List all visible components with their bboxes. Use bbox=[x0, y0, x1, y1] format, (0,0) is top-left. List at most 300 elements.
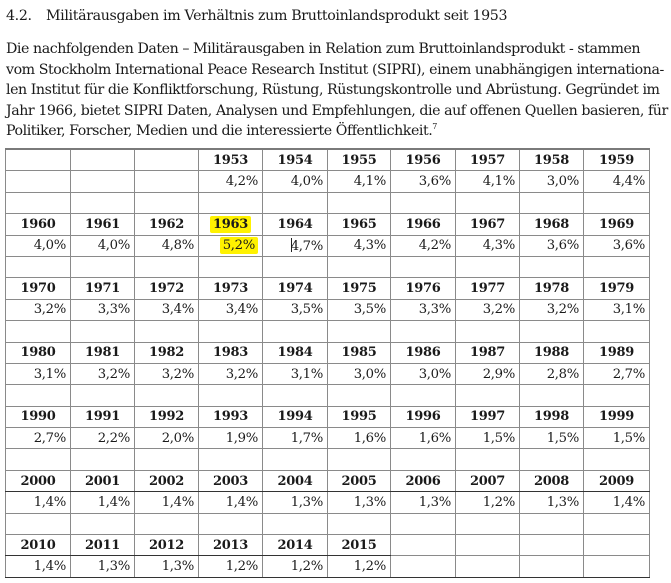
year-label: 1971 bbox=[85, 281, 120, 297]
value-cell[interactable] bbox=[584, 171, 650, 192]
empty-cell[interactable] bbox=[328, 513, 391, 534]
year-cell[interactable] bbox=[6, 278, 71, 299]
empty-cell[interactable] bbox=[6, 256, 71, 277]
empty-cell[interactable] bbox=[71, 256, 135, 277]
year-cell[interactable] bbox=[6, 214, 71, 235]
empty-cell[interactable] bbox=[520, 256, 584, 277]
value-cell[interactable] bbox=[71, 363, 135, 384]
value-cell[interactable] bbox=[135, 235, 199, 256]
empty-cell[interactable] bbox=[391, 192, 456, 213]
empty-cell[interactable] bbox=[71, 321, 135, 342]
footnote-marker[interactable]: 7 bbox=[432, 122, 437, 131]
paragraph-line-last bbox=[6, 121, 668, 142]
year-cell[interactable] bbox=[391, 470, 456, 491]
value-cell[interactable] bbox=[199, 171, 263, 192]
year-label: 1979 bbox=[599, 281, 634, 297]
year-cell[interactable] bbox=[263, 214, 328, 235]
value-cell[interactable] bbox=[199, 492, 263, 513]
year-label: 1999 bbox=[599, 409, 634, 425]
year-cell[interactable] bbox=[520, 149, 584, 171]
year-label: 1991 bbox=[85, 409, 120, 425]
year-row bbox=[6, 214, 650, 235]
value-cell[interactable] bbox=[520, 363, 584, 384]
year-cell[interactable] bbox=[456, 278, 520, 299]
value-cell[interactable] bbox=[584, 363, 650, 384]
empty-cell[interactable] bbox=[391, 449, 456, 470]
empty-cell[interactable] bbox=[263, 449, 328, 470]
year-cell[interactable] bbox=[263, 149, 328, 171]
year-label: 1997 bbox=[470, 409, 505, 425]
year-cell[interactable] bbox=[135, 149, 199, 171]
percent-value: 4,0% bbox=[97, 238, 130, 254]
year-label: 1975 bbox=[341, 281, 377, 297]
year-label: 2006 bbox=[405, 473, 441, 489]
value-cell[interactable] bbox=[391, 363, 456, 384]
year-cell[interactable] bbox=[71, 342, 135, 363]
year-cell[interactable] bbox=[263, 342, 328, 363]
value-cell[interactable] bbox=[199, 235, 263, 256]
percent-value: 1,4% bbox=[612, 494, 645, 510]
year-row bbox=[6, 278, 650, 299]
intro-paragraph bbox=[6, 39, 668, 142]
empty-cell[interactable] bbox=[6, 192, 71, 213]
year-label: 2011 bbox=[85, 537, 120, 553]
value-cell[interactable] bbox=[328, 492, 391, 513]
percent-value: 3,2% bbox=[161, 366, 194, 382]
year-label: 1986 bbox=[405, 345, 441, 361]
year-label: 1974 bbox=[277, 281, 313, 297]
value-cell[interactable] bbox=[328, 299, 391, 320]
empty-cell[interactable] bbox=[199, 449, 263, 470]
empty-cell[interactable] bbox=[456, 385, 520, 406]
year-cell[interactable] bbox=[6, 149, 71, 171]
empty-cell[interactable] bbox=[135, 192, 199, 213]
year-label: 1983 bbox=[213, 345, 248, 361]
year-label: 2012 bbox=[149, 537, 184, 553]
year-cell[interactable] bbox=[135, 535, 199, 556]
year-cell[interactable] bbox=[135, 278, 199, 299]
value-cell[interactable] bbox=[135, 492, 199, 513]
value-row bbox=[6, 171, 650, 192]
value-cell[interactable] bbox=[456, 171, 520, 192]
section-title: Militärausgaben im Verhältnis zum Bruttoinlandsprodukt seit 1953 bbox=[46, 8, 508, 24]
year-cell[interactable] bbox=[71, 406, 135, 427]
year-label: 1980 bbox=[20, 345, 56, 361]
military-spending-table bbox=[5, 148, 650, 578]
value-cell[interactable] bbox=[263, 235, 328, 256]
empty-cell[interactable] bbox=[199, 192, 263, 213]
year-cell[interactable] bbox=[328, 342, 391, 363]
empty-cell[interactable] bbox=[584, 385, 650, 406]
value-cell[interactable] bbox=[391, 556, 456, 577]
year-label: 1978 bbox=[534, 281, 569, 297]
value-cell[interactable] bbox=[391, 492, 456, 513]
year-cell[interactable] bbox=[199, 535, 263, 556]
percent-value: 3,1% bbox=[33, 366, 66, 382]
empty-cell[interactable] bbox=[520, 513, 584, 534]
empty-cell[interactable] bbox=[6, 513, 71, 534]
year-cell[interactable] bbox=[263, 278, 328, 299]
value-cell[interactable] bbox=[391, 235, 456, 256]
value-cell[interactable] bbox=[520, 299, 584, 320]
year-cell[interactable] bbox=[135, 214, 199, 235]
empty-cell[interactable] bbox=[199, 385, 263, 406]
value-cell[interactable] bbox=[199, 363, 263, 384]
value-cell[interactable] bbox=[456, 299, 520, 320]
spacer-row bbox=[6, 513, 650, 534]
year-cell[interactable] bbox=[6, 470, 71, 491]
paragraph-line: Politiker, Forscher, Medien und die interessierte Öffentlichkeit. bbox=[6, 123, 433, 139]
value-cell[interactable] bbox=[520, 556, 584, 577]
year-label: 1976 bbox=[405, 281, 441, 297]
value-cell[interactable] bbox=[199, 299, 263, 320]
year-label: 2001 bbox=[85, 473, 120, 489]
value-cell[interactable] bbox=[391, 299, 456, 320]
year-cell[interactable] bbox=[456, 214, 520, 235]
paragraph-line: Die nachfolgenden Daten – Militärausgaben in Relation zum Bruttoinlandsprodukt - stammen bbox=[6, 41, 641, 57]
value-cell[interactable] bbox=[328, 428, 391, 449]
value-cell[interactable] bbox=[584, 556, 650, 577]
highlighted-percent-value: 5,2% bbox=[220, 237, 258, 254]
year-cell[interactable] bbox=[584, 470, 650, 491]
year-label: 1988 bbox=[534, 345, 569, 361]
empty-cell[interactable] bbox=[584, 192, 650, 213]
value-cell[interactable] bbox=[328, 171, 391, 192]
year-label: 1996 bbox=[405, 409, 441, 425]
year-cell[interactable] bbox=[391, 342, 456, 363]
empty-cell[interactable] bbox=[135, 256, 199, 277]
empty-cell[interactable] bbox=[263, 256, 328, 277]
year-cell[interactable] bbox=[71, 278, 135, 299]
percent-value: 1,2% bbox=[353, 559, 386, 575]
empty-cell[interactable] bbox=[6, 385, 71, 406]
value-cell[interactable] bbox=[71, 556, 135, 577]
year-cell[interactable] bbox=[584, 149, 650, 171]
year-cell[interactable] bbox=[520, 278, 584, 299]
year-label: 1972 bbox=[149, 281, 184, 297]
value-cell[interactable] bbox=[135, 428, 199, 449]
year-label: 1959 bbox=[599, 152, 634, 168]
value-cell[interactable] bbox=[6, 235, 71, 256]
percent-value: 2,7% bbox=[33, 430, 66, 446]
year-cell[interactable] bbox=[199, 149, 263, 171]
percent-value: 4,1% bbox=[353, 174, 386, 190]
spacer-row bbox=[6, 192, 650, 213]
paragraph-line: Jahr 1966, bietet SIPRI Daten, Analysen und Empfehlungen, die auf offenen Quellen basieren, für bbox=[6, 102, 668, 119]
percent-value: 3,2% bbox=[225, 366, 258, 382]
year-label: 2008 bbox=[534, 473, 569, 489]
value-cell[interactable] bbox=[328, 235, 391, 256]
percent-value: 1,4% bbox=[161, 494, 194, 510]
empty-cell[interactable] bbox=[135, 385, 199, 406]
year-label: 1969 bbox=[599, 216, 634, 232]
year-label: 1984 bbox=[277, 345, 313, 361]
year-label: 2013 bbox=[213, 537, 248, 553]
value-cell[interactable] bbox=[520, 171, 584, 192]
value-cell[interactable] bbox=[520, 492, 584, 513]
percent-value: 3,6% bbox=[418, 174, 451, 190]
empty-cell[interactable] bbox=[199, 321, 263, 342]
empty-cell[interactable] bbox=[199, 513, 263, 534]
year-cell[interactable] bbox=[520, 214, 584, 235]
year-label: 1958 bbox=[534, 152, 569, 168]
empty-cell[interactable] bbox=[6, 321, 71, 342]
empty-cell[interactable] bbox=[135, 321, 199, 342]
empty-cell[interactable] bbox=[520, 449, 584, 470]
highlighted-year-label: 1963 bbox=[210, 216, 251, 233]
percent-value: 3,0% bbox=[546, 174, 579, 190]
percent-value: 4,0% bbox=[33, 238, 66, 254]
percent-value: 3,3% bbox=[97, 302, 130, 318]
value-cell[interactable] bbox=[263, 492, 328, 513]
empty-cell[interactable] bbox=[520, 192, 584, 213]
spacer-row bbox=[6, 449, 650, 470]
year-cell[interactable] bbox=[328, 278, 391, 299]
percent-value: 1,6% bbox=[353, 430, 386, 446]
year-cell[interactable] bbox=[135, 470, 199, 491]
year-cell[interactable] bbox=[71, 535, 135, 556]
percent-value: 4,3% bbox=[482, 238, 515, 254]
empty-cell[interactable] bbox=[520, 385, 584, 406]
value-cell[interactable] bbox=[135, 363, 199, 384]
value-cell[interactable] bbox=[391, 428, 456, 449]
value-cell[interactable] bbox=[391, 171, 456, 192]
empty-cell[interactable] bbox=[391, 385, 456, 406]
percent-value: 1,4% bbox=[33, 494, 66, 510]
paragraph-line: vom Stockholm International Peace Research Institut (SIPRI), einem unabhängigen internationa- bbox=[6, 61, 664, 78]
percent-value: 3,2% bbox=[546, 302, 579, 318]
value-cell[interactable] bbox=[135, 299, 199, 320]
year-cell[interactable] bbox=[263, 406, 328, 427]
empty-cell[interactable] bbox=[456, 256, 520, 277]
empty-cell[interactable] bbox=[199, 256, 263, 277]
value-cell[interactable] bbox=[584, 235, 650, 256]
year-cell[interactable] bbox=[584, 406, 650, 427]
year-cell[interactable] bbox=[391, 535, 456, 556]
percent-value: 3,1% bbox=[290, 366, 323, 382]
value-cell[interactable] bbox=[71, 235, 135, 256]
value-cell[interactable] bbox=[328, 363, 391, 384]
value-row bbox=[6, 235, 650, 256]
empty-cell[interactable] bbox=[328, 256, 391, 277]
year-cell[interactable] bbox=[328, 535, 391, 556]
value-row bbox=[6, 299, 650, 320]
year-cell[interactable] bbox=[456, 406, 520, 427]
empty-cell[interactable] bbox=[263, 385, 328, 406]
year-cell[interactable] bbox=[456, 470, 520, 491]
percent-value: 4,0% bbox=[290, 174, 323, 190]
value-cell[interactable] bbox=[584, 492, 650, 513]
year-cell[interactable] bbox=[71, 214, 135, 235]
value-cell[interactable] bbox=[199, 428, 263, 449]
year-cell[interactable] bbox=[328, 470, 391, 491]
empty-cell[interactable] bbox=[71, 192, 135, 213]
value-cell[interactable] bbox=[135, 556, 199, 577]
year-cell[interactable] bbox=[71, 149, 135, 171]
empty-cell[interactable] bbox=[584, 513, 650, 534]
year-label: 1962 bbox=[149, 216, 184, 232]
empty-cell[interactable] bbox=[584, 449, 650, 470]
spacer-row bbox=[6, 385, 650, 406]
percent-value: 1,5% bbox=[612, 430, 645, 446]
percent-value: 1,4% bbox=[225, 494, 258, 510]
value-cell[interactable] bbox=[71, 492, 135, 513]
empty-cell[interactable] bbox=[135, 449, 199, 470]
empty-cell[interactable] bbox=[71, 513, 135, 534]
year-cell[interactable] bbox=[391, 149, 456, 171]
empty-cell[interactable] bbox=[135, 513, 199, 534]
year-cell[interactable] bbox=[456, 149, 520, 171]
year-label: 1989 bbox=[599, 345, 634, 361]
year-cell[interactable] bbox=[199, 406, 263, 427]
value-cell[interactable] bbox=[456, 363, 520, 384]
year-label: 1994 bbox=[277, 409, 313, 425]
percent-value: 3,0% bbox=[418, 366, 451, 382]
percent-value: 3,2% bbox=[97, 366, 130, 382]
year-cell[interactable] bbox=[520, 406, 584, 427]
year-cell[interactable] bbox=[584, 535, 650, 556]
percent-value: 3,3% bbox=[418, 302, 451, 318]
percent-value: 1,3% bbox=[97, 559, 130, 575]
year-cell[interactable] bbox=[199, 342, 263, 363]
year-label: 1973 bbox=[213, 281, 248, 297]
percent-value: 3,4% bbox=[225, 302, 258, 318]
year-cell[interactable] bbox=[328, 214, 391, 235]
value-cell[interactable] bbox=[263, 428, 328, 449]
year-cell[interactable] bbox=[199, 470, 263, 491]
value-row bbox=[6, 492, 650, 513]
empty-cell[interactable] bbox=[263, 192, 328, 213]
year-cell[interactable] bbox=[263, 535, 328, 556]
year-label: 1982 bbox=[149, 345, 184, 361]
empty-cell[interactable] bbox=[6, 449, 71, 470]
year-cell[interactable] bbox=[6, 342, 71, 363]
year-cell[interactable] bbox=[520, 535, 584, 556]
year-cell[interactable] bbox=[6, 535, 71, 556]
paragraph-line: len Institut für die Konfliktforschung, Rüstung, Rüstungskontrolle und Abrüstung. Gegründet im bbox=[6, 82, 660, 98]
empty-cell[interactable] bbox=[520, 321, 584, 342]
empty-cell[interactable] bbox=[391, 256, 456, 277]
percent-value: 2,2% bbox=[97, 430, 130, 446]
year-cell[interactable] bbox=[391, 278, 456, 299]
year-cell[interactable] bbox=[135, 342, 199, 363]
empty-cell[interactable] bbox=[584, 256, 650, 277]
value-cell[interactable] bbox=[199, 556, 263, 577]
empty-cell[interactable] bbox=[71, 449, 135, 470]
value-cell[interactable] bbox=[6, 299, 71, 320]
value-cell[interactable] bbox=[6, 363, 71, 384]
value-cell[interactable] bbox=[6, 492, 71, 513]
percent-value: 1,3% bbox=[418, 494, 451, 510]
spacer-row bbox=[6, 256, 650, 277]
value-cell[interactable] bbox=[6, 556, 71, 577]
empty-cell[interactable] bbox=[584, 321, 650, 342]
empty-cell[interactable] bbox=[328, 385, 391, 406]
value-cell[interactable] bbox=[456, 428, 520, 449]
year-label: 1964 bbox=[277, 216, 313, 232]
value-cell[interactable] bbox=[71, 428, 135, 449]
value-cell[interactable] bbox=[584, 299, 650, 320]
value-cell[interactable] bbox=[6, 428, 71, 449]
value-cell[interactable] bbox=[263, 363, 328, 384]
percent-value: 3,5% bbox=[290, 302, 323, 318]
value-cell[interactable] bbox=[520, 428, 584, 449]
value-row bbox=[6, 556, 650, 577]
percent-value: 3,4% bbox=[161, 302, 194, 318]
year-label: 2002 bbox=[149, 473, 184, 489]
value-cell[interactable] bbox=[456, 235, 520, 256]
year-label: 1967 bbox=[470, 216, 505, 232]
percent-value: 3,0% bbox=[353, 366, 386, 382]
year-cell[interactable] bbox=[199, 278, 263, 299]
value-cell[interactable] bbox=[135, 171, 199, 192]
value-cell[interactable] bbox=[263, 556, 328, 577]
empty-cell[interactable] bbox=[456, 449, 520, 470]
year-cell[interactable] bbox=[71, 470, 135, 491]
year-cell[interactable] bbox=[520, 470, 584, 491]
value-cell[interactable] bbox=[71, 299, 135, 320]
percent-value: 1,2% bbox=[290, 559, 323, 575]
year-cell[interactable] bbox=[391, 406, 456, 427]
year-cell[interactable] bbox=[263, 470, 328, 491]
year-cell[interactable] bbox=[456, 535, 520, 556]
empty-cell[interactable] bbox=[456, 513, 520, 534]
year-cell[interactable] bbox=[135, 406, 199, 427]
empty-cell[interactable] bbox=[328, 321, 391, 342]
percent-value: 3,6% bbox=[546, 238, 579, 254]
empty-cell[interactable] bbox=[456, 321, 520, 342]
year-cell[interactable] bbox=[391, 214, 456, 235]
empty-cell[interactable] bbox=[456, 192, 520, 213]
value-cell[interactable] bbox=[456, 556, 520, 577]
year-cell[interactable] bbox=[328, 149, 391, 171]
value-cell[interactable] bbox=[263, 171, 328, 192]
empty-cell[interactable] bbox=[328, 449, 391, 470]
value-cell[interactable] bbox=[584, 428, 650, 449]
year-cell[interactable] bbox=[584, 342, 650, 363]
year-cell[interactable] bbox=[584, 214, 650, 235]
year-cell[interactable] bbox=[199, 214, 263, 235]
year-cell[interactable] bbox=[584, 278, 650, 299]
value-cell[interactable] bbox=[520, 235, 584, 256]
value-cell[interactable] bbox=[328, 556, 391, 577]
year-cell[interactable] bbox=[520, 342, 584, 363]
empty-cell[interactable] bbox=[71, 385, 135, 406]
year-label: 2000 bbox=[20, 473, 56, 489]
empty-cell[interactable] bbox=[263, 321, 328, 342]
empty-cell[interactable] bbox=[391, 513, 456, 534]
year-cell[interactable] bbox=[456, 342, 520, 363]
year-label: 2009 bbox=[599, 473, 634, 489]
value-cell[interactable] bbox=[6, 171, 71, 192]
year-label: 1987 bbox=[470, 345, 505, 361]
year-row bbox=[6, 535, 650, 556]
percent-value: 2,9% bbox=[482, 366, 515, 382]
year-cell[interactable] bbox=[328, 406, 391, 427]
year-label: 1955 bbox=[341, 152, 377, 168]
value-cell[interactable] bbox=[71, 171, 135, 192]
year-label: 1954 bbox=[277, 152, 313, 168]
value-cell[interactable] bbox=[456, 492, 520, 513]
empty-cell[interactable] bbox=[263, 513, 328, 534]
empty-cell[interactable] bbox=[391, 321, 456, 342]
value-cell[interactable] bbox=[263, 299, 328, 320]
empty-cell[interactable] bbox=[328, 192, 391, 213]
year-label: 1977 bbox=[470, 281, 505, 297]
percent-value: 1,3% bbox=[353, 494, 386, 510]
year-cell[interactable] bbox=[6, 406, 71, 427]
year-label: 1966 bbox=[405, 216, 441, 232]
